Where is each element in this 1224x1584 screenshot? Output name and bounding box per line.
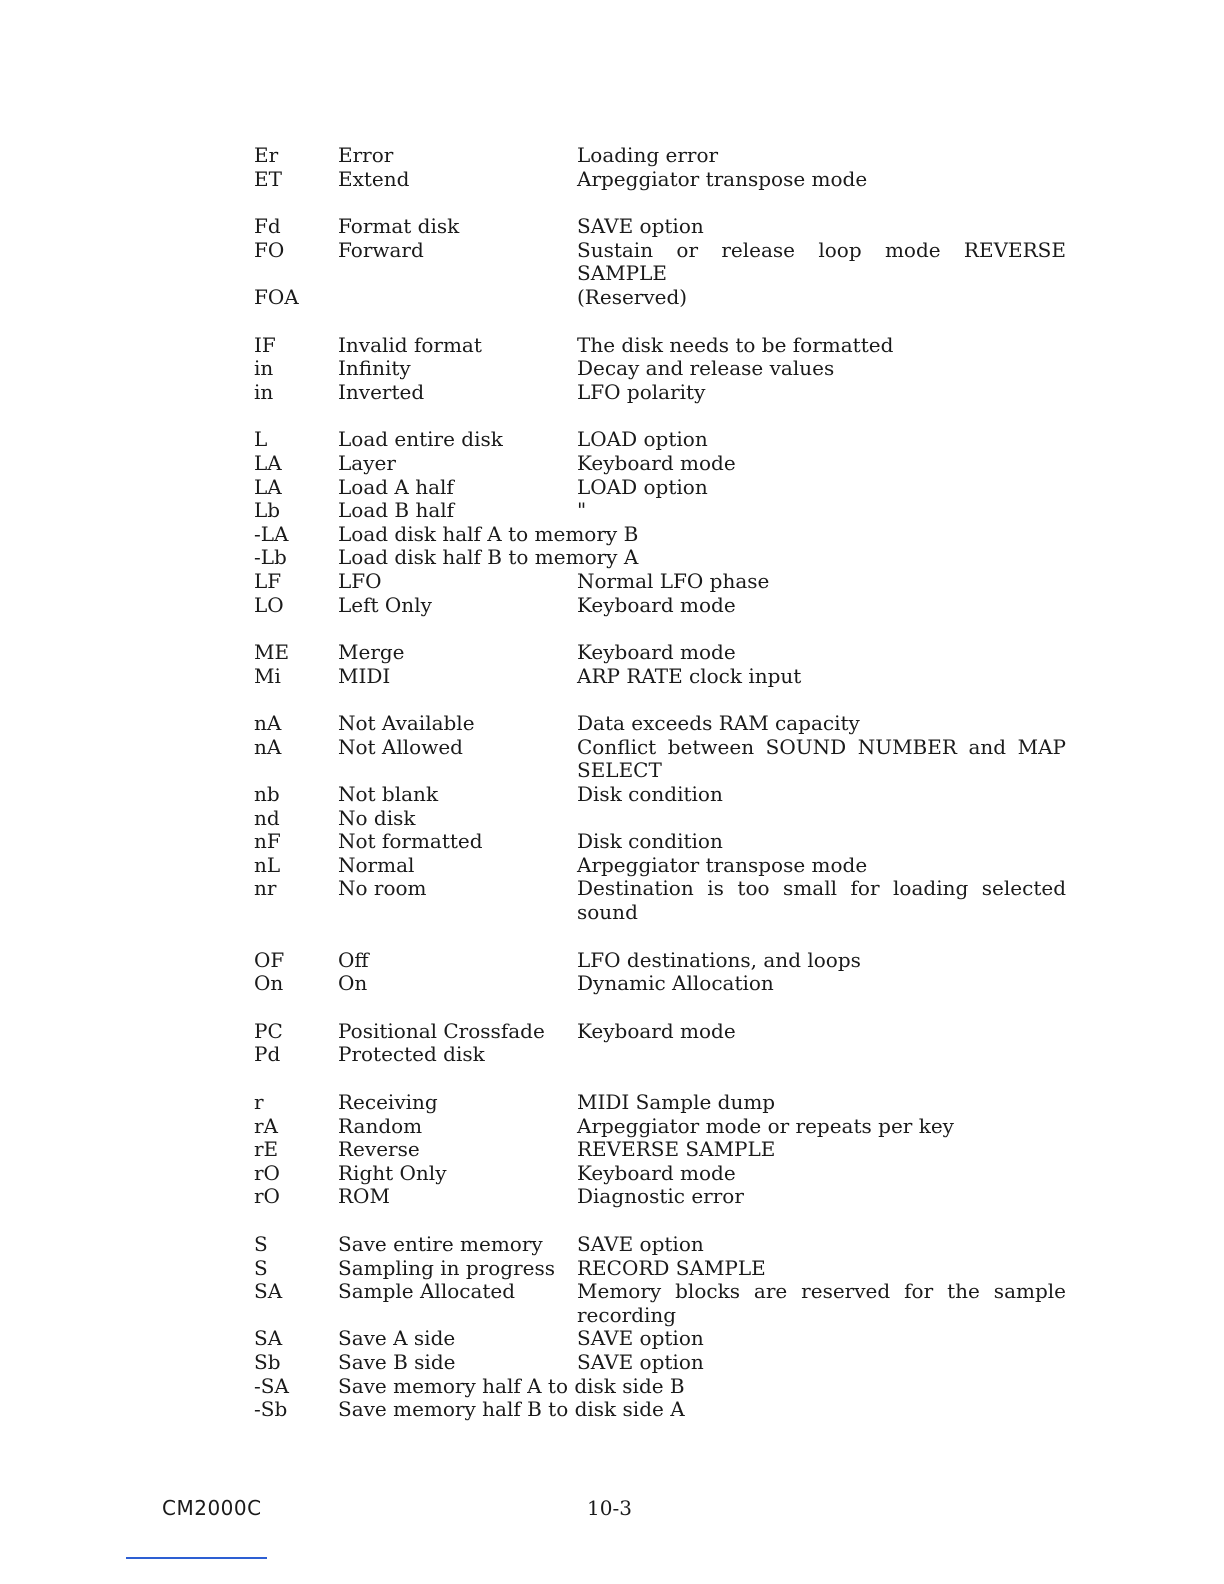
entry-description: REVERSE SAMPLE	[577, 1137, 776, 1162]
entry-code: rA	[254, 1113, 279, 1138]
entry-group	[254, 641, 1066, 688]
entry-name: Merge	[338, 640, 405, 665]
entry-description: (Reserved)	[577, 284, 688, 309]
entry-row	[254, 1020, 1066, 1044]
entry-row	[254, 641, 1066, 665]
entry-description: SAVE option	[577, 1326, 704, 1351]
entry-name: No room	[338, 876, 427, 901]
entry-code: -Sb	[254, 1397, 288, 1422]
entry-row	[254, 1375, 1066, 1399]
entry-name: No disk	[338, 805, 416, 830]
entry-group	[254, 949, 1066, 996]
entry-name: Sample Allocated	[338, 1279, 516, 1304]
entry-name: Sampling in progress	[338, 1255, 555, 1280]
entry-row	[254, 215, 1066, 239]
entry-name: Positional Crossfade	[338, 1018, 545, 1043]
entry-name: Receiving	[338, 1090, 438, 1114]
entry-code: IF	[254, 332, 276, 357]
entry-code: OF	[254, 947, 285, 972]
entry-description: Arpeggiator transpose mode	[577, 166, 868, 191]
entry-row	[254, 854, 1066, 878]
entry-name: Load disk half A to memory B	[338, 521, 639, 546]
entry-row	[254, 334, 1066, 358]
entry-row	[254, 546, 1066, 570]
display-code-list	[254, 144, 1066, 1446]
footer-rule	[126, 1557, 267, 1559]
entry-code: -LA	[254, 521, 289, 546]
entry-name: Load disk half B to memory A	[338, 545, 639, 570]
entry-description: Keyboard mode	[577, 1018, 736, 1043]
entry-code: PC	[254, 1018, 283, 1043]
entry-description: Sustain or release loop mode REVERSE SAMPLE	[577, 237, 1066, 286]
entry-row	[254, 357, 1066, 381]
entry-code: Pd	[254, 1042, 281, 1067]
entry-description: SAVE option	[577, 214, 704, 239]
entry-description: ARP RATE clock input	[577, 663, 802, 688]
entry-code: rE	[254, 1137, 279, 1162]
entry-description: Decay and release values	[577, 356, 835, 381]
entry-code: LO	[254, 592, 284, 617]
entry-code: rO	[254, 1184, 280, 1209]
entry-code: nA	[254, 734, 282, 759]
entry-code: -Lb	[254, 545, 287, 570]
entry-name: Save B side	[338, 1349, 456, 1374]
entry-code: ET	[254, 166, 282, 191]
entry-group	[254, 144, 1066, 191]
entry-row	[254, 594, 1066, 618]
entry-name: Not Available	[338, 711, 475, 736]
entry-row	[254, 1280, 1066, 1327]
entry-code: nA	[254, 711, 282, 736]
entry-code: in	[254, 379, 274, 404]
entry-description: "	[577, 498, 587, 523]
entry-code: LF	[254, 568, 282, 593]
entry-row	[254, 972, 1066, 996]
entry-row	[254, 144, 1066, 168]
entry-description: Keyboard mode	[577, 592, 736, 617]
entry-row	[254, 1398, 1066, 1422]
entry-name: Not Allowed	[338, 734, 463, 759]
entry-row	[254, 499, 1066, 523]
entry-row	[254, 239, 1066, 286]
entry-row	[254, 523, 1066, 547]
entry-description: LOAD option	[577, 427, 708, 452]
entry-row	[254, 452, 1066, 476]
entry-row	[254, 1233, 1066, 1257]
entry-row	[254, 570, 1066, 594]
entry-description: The disk needs to be formatted	[577, 332, 894, 357]
entry-description: SAVE option	[577, 1231, 704, 1256]
entry-name: Extend	[338, 166, 410, 191]
entry-code: S	[254, 1231, 268, 1256]
entry-description: SAVE option	[577, 1349, 704, 1374]
entry-group	[254, 1091, 1066, 1209]
entry-code: in	[254, 356, 274, 381]
entry-name: Error	[338, 143, 394, 167]
entry-code: ME	[254, 640, 290, 665]
entry-name: Normal	[338, 852, 415, 877]
entry-description: Loading error	[577, 143, 719, 167]
entry-row	[254, 381, 1066, 405]
entry-group	[254, 1020, 1066, 1067]
entry-code: On	[254, 971, 284, 996]
entry-description: RECORD SAMPLE	[577, 1255, 766, 1280]
entry-group	[254, 712, 1066, 924]
page-number: 10-3	[587, 1496, 632, 1520]
entry-code: SA	[254, 1279, 283, 1304]
entry-name: Save entire memory	[338, 1231, 543, 1256]
entry-row	[254, 1257, 1066, 1281]
entry-name: ROM	[338, 1184, 390, 1209]
entry-row	[254, 1185, 1066, 1209]
entry-description: Arpeggiator mode or repeats per key	[577, 1113, 954, 1138]
entry-name: Left Only	[338, 592, 432, 617]
entry-code: -SA	[254, 1373, 289, 1398]
entry-code: LA	[254, 474, 282, 499]
entry-group	[254, 334, 1066, 405]
entry-code: nd	[254, 805, 280, 830]
entry-code: Mi	[254, 663, 281, 688]
entry-name: Reverse	[338, 1137, 420, 1162]
entry-description: Keyboard mode	[577, 1160, 736, 1185]
entry-code: nb	[254, 782, 280, 807]
entry-code: S	[254, 1255, 268, 1280]
entry-description: Diagnostic error	[577, 1184, 744, 1209]
entry-row	[254, 665, 1066, 689]
entry-name: Save memory half B to disk side A	[338, 1397, 685, 1422]
entry-code: Lb	[254, 498, 281, 523]
entry-name: On	[338, 971, 368, 996]
entry-row	[254, 1043, 1066, 1067]
entry-name: Load B half	[338, 498, 455, 523]
entry-description: Dynamic Allocation	[577, 971, 774, 996]
entry-code: nL	[254, 852, 281, 877]
entry-row	[254, 830, 1066, 854]
entry-description: Destination is too small for loading selected sound	[577, 876, 1066, 925]
entry-description: LOAD option	[577, 474, 708, 499]
entry-row	[254, 476, 1066, 500]
entry-description: Normal LFO phase	[577, 568, 770, 593]
entry-description: Disk condition	[577, 829, 723, 854]
entry-description: Keyboard mode	[577, 450, 736, 475]
entry-name: Save memory half A to disk side B	[338, 1373, 685, 1398]
entry-row	[254, 783, 1066, 807]
entry-row	[254, 286, 1066, 310]
entry-row	[254, 949, 1066, 973]
entry-name: Protected disk	[338, 1042, 485, 1067]
entry-name: Load A half	[338, 474, 454, 499]
entry-code: L	[254, 427, 268, 452]
entry-description: LFO destinations, and loops	[577, 947, 861, 972]
entry-code: SA	[254, 1326, 283, 1351]
footer-model: CM2000C	[162, 1496, 262, 1520]
entry-name: MIDI	[338, 663, 391, 688]
entry-name: Right Only	[338, 1160, 447, 1185]
entry-description: Disk condition	[577, 782, 723, 807]
entry-code: rO	[254, 1160, 280, 1185]
entry-group	[254, 1233, 1066, 1422]
entry-description: Arpeggiator transpose mode	[577, 852, 868, 877]
entry-row	[254, 428, 1066, 452]
entry-name: Forward	[338, 237, 424, 262]
entry-code: FO	[254, 237, 285, 262]
entry-description: Memory blocks are reserved for the sample recording	[577, 1279, 1066, 1327]
entry-row	[254, 807, 1066, 831]
entry-row	[254, 1091, 1066, 1115]
entry-code: LA	[254, 450, 282, 475]
entry-code: nF	[254, 829, 281, 854]
entry-code: nr	[254, 876, 277, 901]
entry-code: Er	[254, 143, 279, 167]
entry-row	[254, 736, 1066, 783]
entry-name: Off	[338, 947, 369, 972]
entry-row	[254, 1162, 1066, 1186]
entry-row	[254, 712, 1066, 736]
entry-code: Sb	[254, 1349, 281, 1374]
entry-row	[254, 877, 1066, 924]
entry-name: Save A side	[338, 1326, 456, 1351]
entry-code: FOA	[254, 284, 299, 309]
entry-description: MIDI Sample dump	[577, 1090, 776, 1114]
entry-row	[254, 168, 1066, 192]
entry-name: Format disk	[338, 214, 460, 239]
entry-name: Inverted	[338, 379, 425, 404]
entry-name: Layer	[338, 450, 396, 475]
entry-description: Keyboard mode	[577, 640, 736, 665]
entry-name: Invalid format	[338, 332, 482, 357]
entry-name: Not blank	[338, 782, 439, 807]
entry-group	[254, 428, 1066, 617]
entry-row	[254, 1115, 1066, 1139]
entry-name: Load entire disk	[338, 427, 503, 452]
entry-description: LFO polarity	[577, 379, 706, 404]
entry-row	[254, 1138, 1066, 1162]
entry-row	[254, 1327, 1066, 1351]
entry-name: Infinity	[338, 356, 411, 381]
entry-name: Random	[338, 1113, 423, 1138]
entry-code: r	[254, 1090, 264, 1114]
entry-group	[254, 215, 1066, 309]
entry-description: Data exceeds RAM capacity	[577, 711, 860, 736]
entry-code: Fd	[254, 214, 281, 239]
entry-name: LFO	[338, 568, 382, 593]
entry-description: Conflict between SOUND NUMBER and MAP SELECT	[577, 734, 1066, 783]
entry-name: Not formatted	[338, 829, 483, 854]
entry-row	[254, 1351, 1066, 1375]
